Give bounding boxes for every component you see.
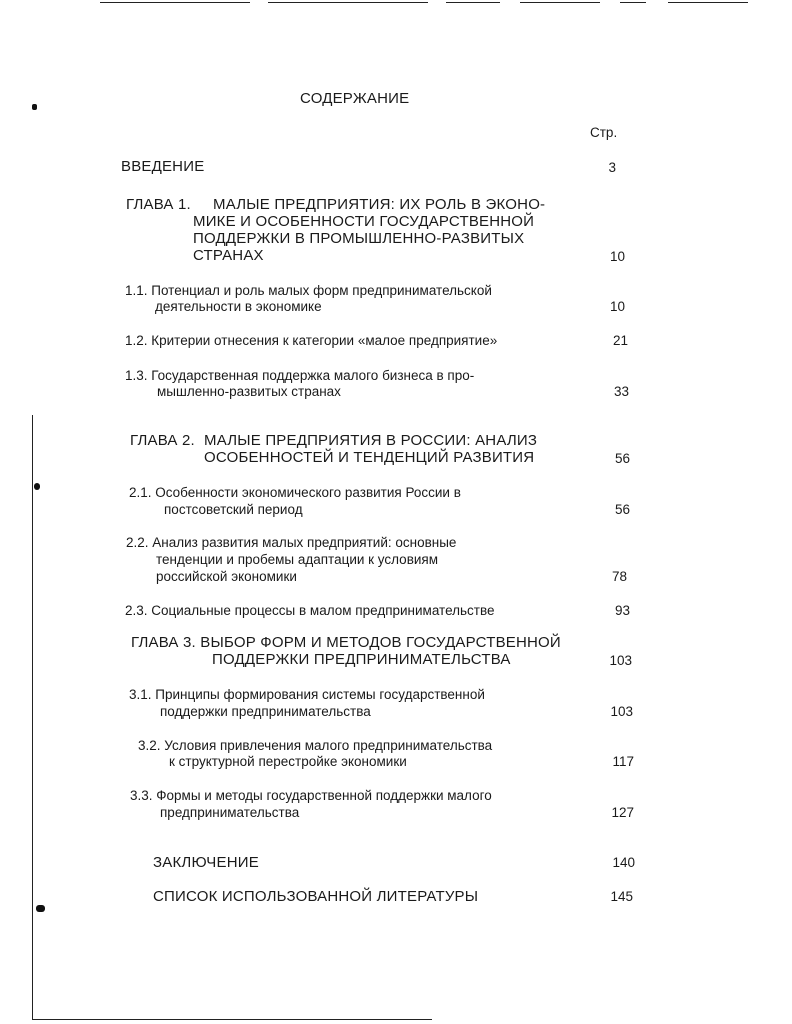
binding-hole-mark-2 bbox=[34, 483, 40, 490]
toc-ch1-number: ГЛАВА 1. bbox=[126, 196, 191, 213]
toc-conclusion-title: ЗАКЛЮЧЕНИЕ bbox=[153, 854, 259, 871]
toc-s2-2-page: 78 bbox=[611, 569, 627, 584]
toc-s3-1-line1: 3.1. Принципы формирования системы государственной bbox=[129, 687, 485, 702]
toc-s3-1-line2: поддержки предпринимательства bbox=[160, 704, 371, 719]
toc-s2-3-page: 93 bbox=[614, 603, 630, 618]
toc-s2-2-line2: тенденции и пробемы адаптации к условиям bbox=[156, 552, 438, 567]
toc-s2-2-line3: российской экономики bbox=[156, 569, 297, 584]
toc-s1-3-page: 33 bbox=[613, 384, 629, 399]
toc-ch1-title-line1: МАЛЫЕ ПРЕДПРИЯТИЯ: ИХ РОЛЬ В ЭКОНО- bbox=[213, 196, 546, 213]
toc-s3-2-page: 117 bbox=[612, 754, 634, 769]
toc-s1-1-line1: 1.1. Потенциал и роль малых форм предпринимательской bbox=[125, 283, 492, 298]
toc-intro-title: ВВЕДЕНИЕ bbox=[121, 158, 205, 175]
page-column-label: Стр. bbox=[590, 125, 618, 140]
toc-ch1-title-line3: ПОДДЕРЖКИ В ПРОМЫШЛЕННО-РАЗВИТЫХ bbox=[193, 230, 525, 247]
scan-edge-top-6 bbox=[668, 2, 748, 3]
toc-ch3-line2: ПОДДЕРЖКИ ПРЕДПРИНИМАТЕЛЬСТВА bbox=[212, 651, 511, 668]
toc-references-page: 145 bbox=[610, 889, 633, 904]
binding-hole-mark-3 bbox=[36, 905, 45, 912]
toc-ch1-page: 10 bbox=[609, 249, 625, 264]
toc-s3-1-page: 103 bbox=[610, 704, 633, 719]
toc-ch3-page: 103 bbox=[609, 653, 632, 668]
toc-s2-1-line2: постсоветский период bbox=[164, 502, 303, 517]
toc-ch3-line1: ГЛАВА 3. ВЫБОР ФОРМ И МЕТОДОВ ГОСУДАРСТВЕННОЙ bbox=[131, 634, 561, 651]
scan-edge-left bbox=[32, 415, 33, 1019]
toc-s1-2-line1: 1.2. Критерии отнесения к категории «малое предприятие» bbox=[125, 333, 498, 348]
toc-s1-3-line2: мышленно-развитых странах bbox=[157, 384, 341, 399]
scan-edge-top-5 bbox=[620, 2, 646, 3]
toc-ch1-title-line4: СТРАНАХ bbox=[193, 247, 264, 264]
toc-ch2-number: ГЛАВА 2. bbox=[130, 432, 195, 449]
toc-s1-2-page: 21 bbox=[612, 333, 628, 348]
toc-ch2-title-line2: ОСОБЕННОСТЕЙ И ТЕНДЕНЦИЙ РАЗВИТИЯ bbox=[204, 449, 535, 466]
toc-ch2-page: 56 bbox=[614, 451, 630, 466]
scan-edge-top-2 bbox=[268, 2, 428, 3]
toc-ch1-title-line2: МИКЕ И ОСОБЕННОСТИ ГОСУДАРСТВЕННОЙ bbox=[193, 213, 535, 230]
scan-edge-top bbox=[100, 2, 250, 3]
toc-s1-1-line2: деятельности в экономике bbox=[155, 299, 322, 314]
toc-s2-3-line1: 2.3. Социальные процессы в малом предпринимательстве bbox=[125, 603, 495, 618]
toc-s3-3-page: 127 bbox=[611, 805, 634, 820]
toc-s3-2-line1: 3.2. Условия привлечения малого предпринимательства bbox=[138, 738, 493, 753]
scan-edge-bottom bbox=[32, 1019, 432, 1020]
toc-ch2-title-line1: МАЛЫЕ ПРЕДПРИЯТИЯ В РОССИИ: АНАЛИЗ bbox=[204, 432, 538, 449]
toc-s1-1-page: 10 bbox=[609, 299, 625, 314]
toc-s2-1-line1: 2.1. Особенности экономического развития России в bbox=[129, 485, 461, 500]
scan-edge-top-4 bbox=[520, 2, 600, 3]
toc-s2-1-page: 56 bbox=[614, 502, 630, 517]
toc-s1-3-line1: 1.3. Государственная поддержка малого бизнеса в про- bbox=[125, 368, 475, 383]
toc-s3-2-line2: к структурной перестройке экономики bbox=[169, 754, 407, 769]
toc-intro-page: 3 bbox=[608, 160, 616, 175]
scan-edge-top-3 bbox=[446, 2, 500, 3]
toc-title: СОДЕРЖАНИЕ bbox=[300, 90, 410, 107]
toc-references-title: СПИСОК ИСПОЛЬЗОВАННОЙ ЛИТЕРАТУРЫ bbox=[153, 888, 479, 905]
binding-hole-mark-1 bbox=[32, 104, 37, 110]
toc-s3-3-line1: 3.3. Формы и методы государственной поддержки малого bbox=[130, 788, 492, 803]
toc-s3-3-line2: предпринимательства bbox=[160, 805, 300, 820]
toc-conclusion-page: 140 bbox=[612, 855, 635, 870]
toc-s2-2-line1: 2.2. Анализ развития малых предприятий: основные bbox=[126, 535, 457, 550]
